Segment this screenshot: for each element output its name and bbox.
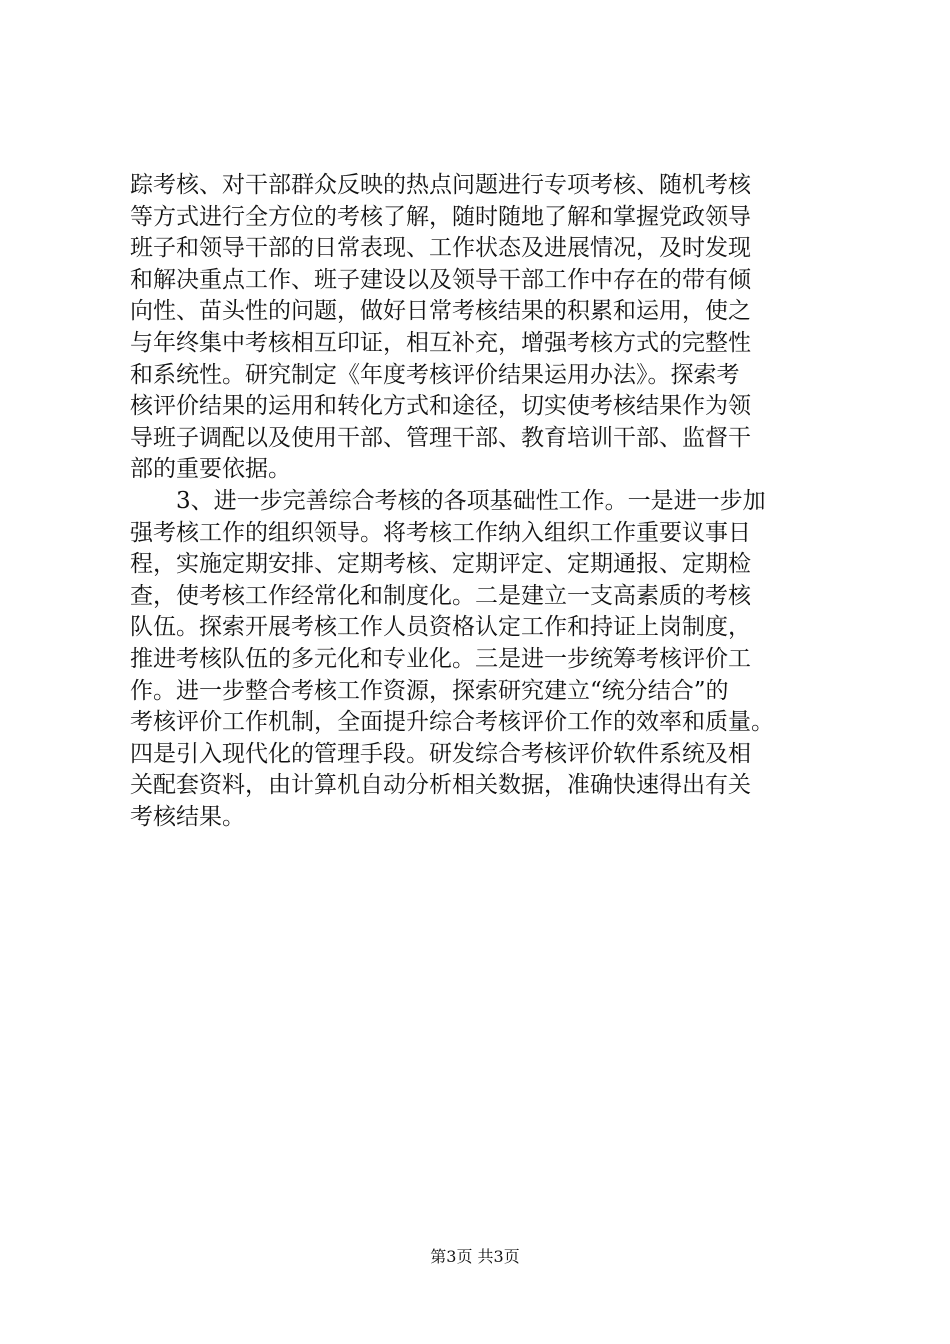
text-line: 强考核工作的组织领导。将考核工作纳入组织工作重要议事日: [130, 519, 751, 546]
page-number-label: 第3页 共3页: [430, 1247, 520, 1266]
text-line: 班子和领导干部的日常表现、工作状态及进展情况，及时发现: [130, 235, 751, 262]
text-line: 导班子调配以及使用干部、管理干部、教育培训干部、监督干: [130, 424, 751, 451]
text-line: 关配套资料，由计算机自动分析相关数据，准确快速得出有关: [130, 772, 751, 799]
text-line: 作。进一步整合考核工作资源，探索研究建立“统分结合”的: [130, 677, 729, 704]
text-line: 考核评价工作机制，全面提升综合考核评价工作的效率和质量。: [130, 709, 774, 736]
page-footer: [0, 1244, 950, 1267]
text-line: 等方式进行全方位的考核了解，随时随地了解和掌握党政领导: [130, 203, 751, 230]
text-line: 和系统性。研究制定《年度考核评价结果运用办法》。探索考: [130, 361, 740, 388]
text-line: 程，实施定期安排、定期考核、定期评定、定期通报、定期检: [130, 551, 751, 578]
body-text: [130, 170, 850, 833]
text-line: 与年终集中考核相互印证，相互补充，增强考核方式的完整性: [130, 329, 751, 356]
text-line: 查，使考核工作经常化和制度化。二是建立一支高素质的考核: [130, 582, 751, 609]
text-line: 部的重要依据。: [130, 456, 291, 483]
text-line: 四是引入现代化的管理手段。研发综合考核评价软件系统及相: [130, 740, 751, 767]
text-line: 向性、苗头性的问题，做好日常考核结果的积累和运用，使之: [130, 298, 751, 325]
text-line: 队伍。探索开展考核工作人员资格认定工作和持证上岗制度，: [130, 614, 751, 641]
text-line: 推进考核队伍的多元化和专业化。三是进一步统筹考核评价工: [130, 645, 751, 672]
text-line: 踪考核、对干部群众反映的热点问题进行专项考核、随机考核: [130, 172, 751, 198]
text-line: 3、进一步完善综合考核的各项基础性工作。一是进一步加: [130, 487, 766, 514]
text-line: 核评价结果的运用和转化方式和途径，切实使考核结果作为领: [130, 393, 751, 420]
text-line: 和解决重点工作、班子建设以及领导干部工作中存在的带有倾: [130, 266, 751, 293]
text-line: 考核结果。: [130, 803, 245, 830]
